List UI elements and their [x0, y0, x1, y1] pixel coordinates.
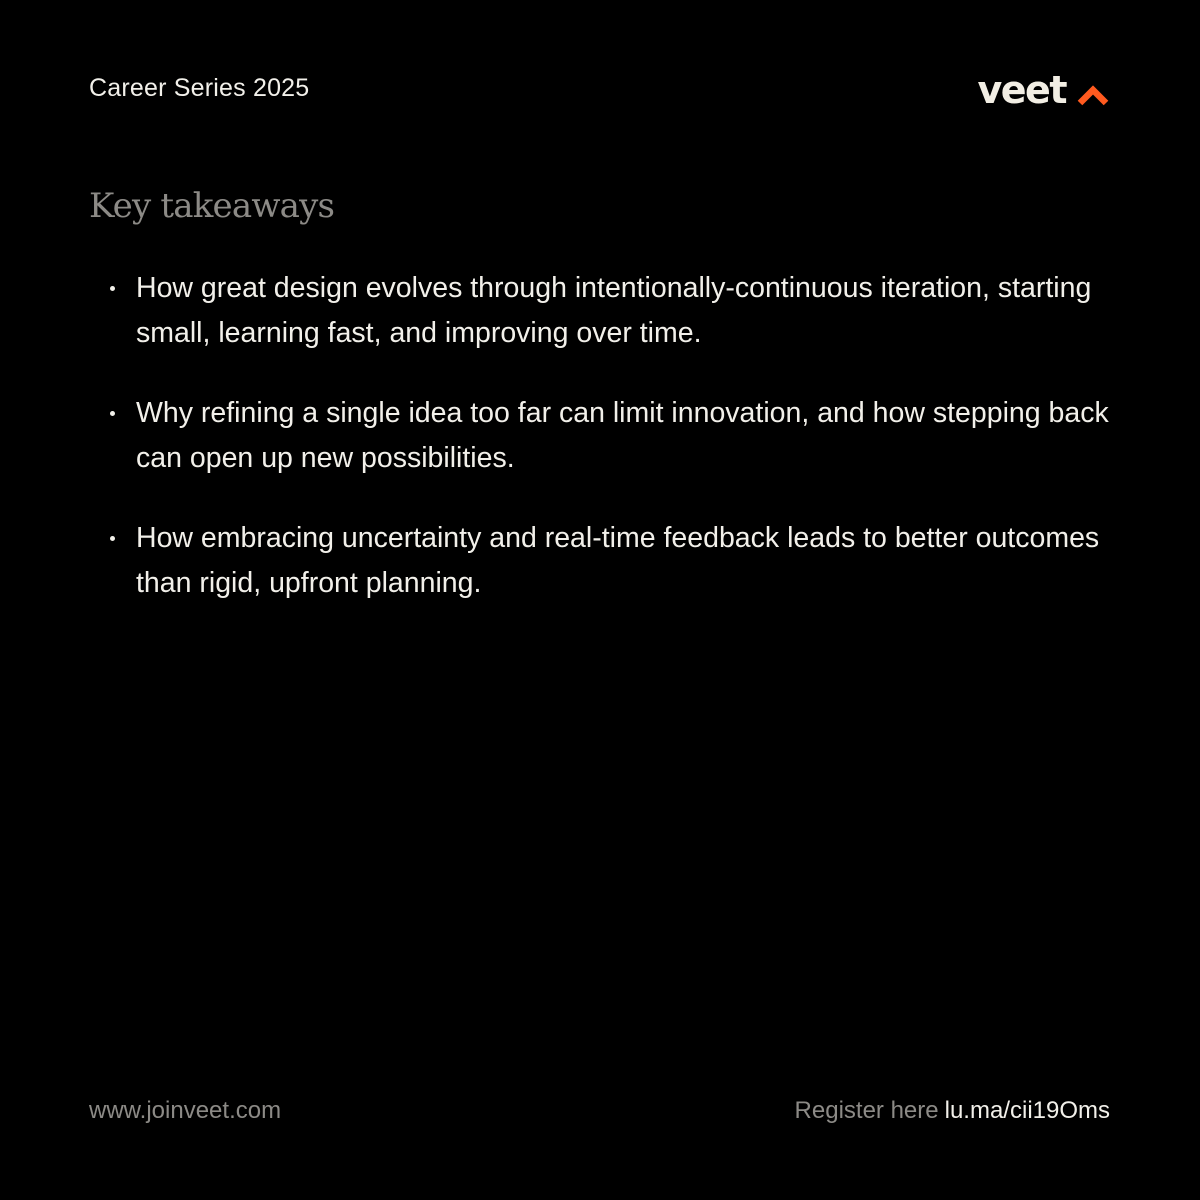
list-item [100, 391, 1110, 481]
register-link[interactable]: lu.ma/cii19Oms [944, 1097, 1110, 1124]
logo-wordmark: veet [977, 68, 1066, 112]
register-section [795, 1095, 1110, 1127]
page-title: Key takeaways [89, 186, 335, 226]
takeaway-text: Why refining a single idea too far can limit innovation, and how stepping back can open up new possibilities. [136, 397, 1109, 474]
takeaway-text: How great design evolves through intentionally-continuous iteration, starting small, learning fast, and improving over time. [136, 272, 1092, 349]
bullet-icon [110, 411, 115, 416]
list-item [100, 266, 1110, 356]
series-label: Career Series 2025 [89, 74, 310, 102]
website-link[interactable]: www.joinveet.com [89, 1097, 282, 1124]
list-item [100, 516, 1110, 606]
chevron-up-icon [1076, 83, 1110, 107]
bullet-icon [110, 286, 115, 291]
takeaway-text: How embracing uncertainty and real-time feedback leads to better outcomes than rigid, upfront planning. [136, 522, 1100, 599]
veet-logo [978, 66, 1110, 114]
takeaways-list [100, 266, 1110, 641]
bullet-icon [110, 536, 115, 541]
register-label: Register here [794, 1097, 939, 1124]
